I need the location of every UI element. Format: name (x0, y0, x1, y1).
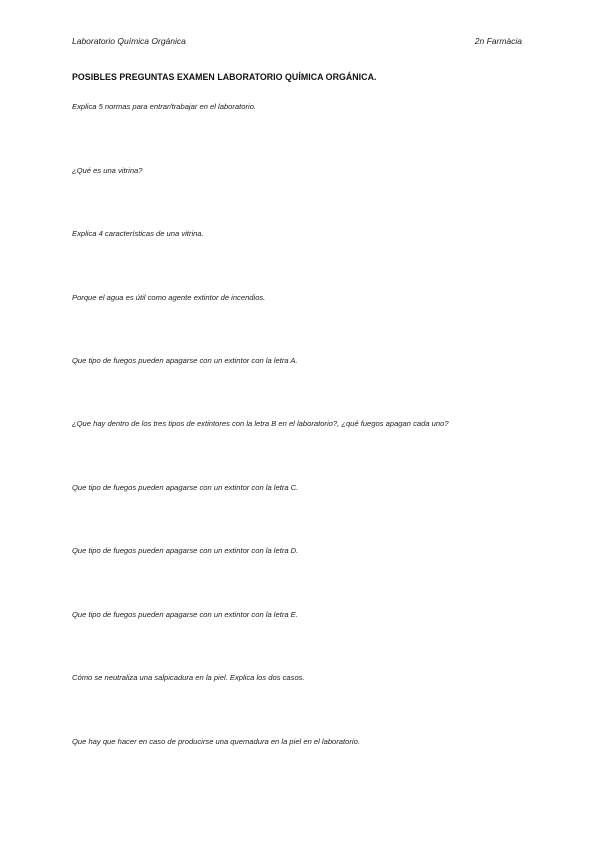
question-item: Que tipo de fuegos pueden apagarse con un extintor con la letra D. (72, 546, 299, 555)
question-item: ¿Que hay dentro de los tres tipos de extintores con la letra B en el laboratorio?, ¿qué fuegos apagan cada uno? (72, 419, 449, 428)
question-item: Que tipo de fuegos pueden apagarse con un extintor con la letra A. (72, 356, 298, 365)
question-item: Porque el agua es útil como agente extintor de incendios. (72, 293, 266, 302)
question-item: Explica 5 normas para entrar/trabajar en el laboratorio. (72, 102, 257, 111)
question-item: Que tipo de fuegos pueden apagarse con un extintor con la letra E. (72, 610, 298, 619)
page-header (72, 36, 522, 50)
question-item: Cómo se neutraliza una salpicadura en la piel. Explica los dos casos. (72, 673, 305, 682)
question-item: Que hay que hacer en caso de producirse una quemadura en la piel en el laboratorio. (72, 737, 360, 746)
document-title: POSIBLES PREGUNTAS EXAMEN LABORATORIO QUÍMICA ORGÁNICA. (72, 72, 377, 82)
question-item: Explica 4 características de una vitrina. (72, 229, 204, 238)
question-item: Que tipo de fuegos pueden apagarse con un extintor con la letra C. (72, 483, 299, 492)
question-item: ¿Qué es una vitrina? (72, 166, 143, 175)
header-degree: 2n Farmàcia (474, 36, 522, 46)
header-course-name: Laboratorio Química Orgánica (72, 36, 186, 46)
